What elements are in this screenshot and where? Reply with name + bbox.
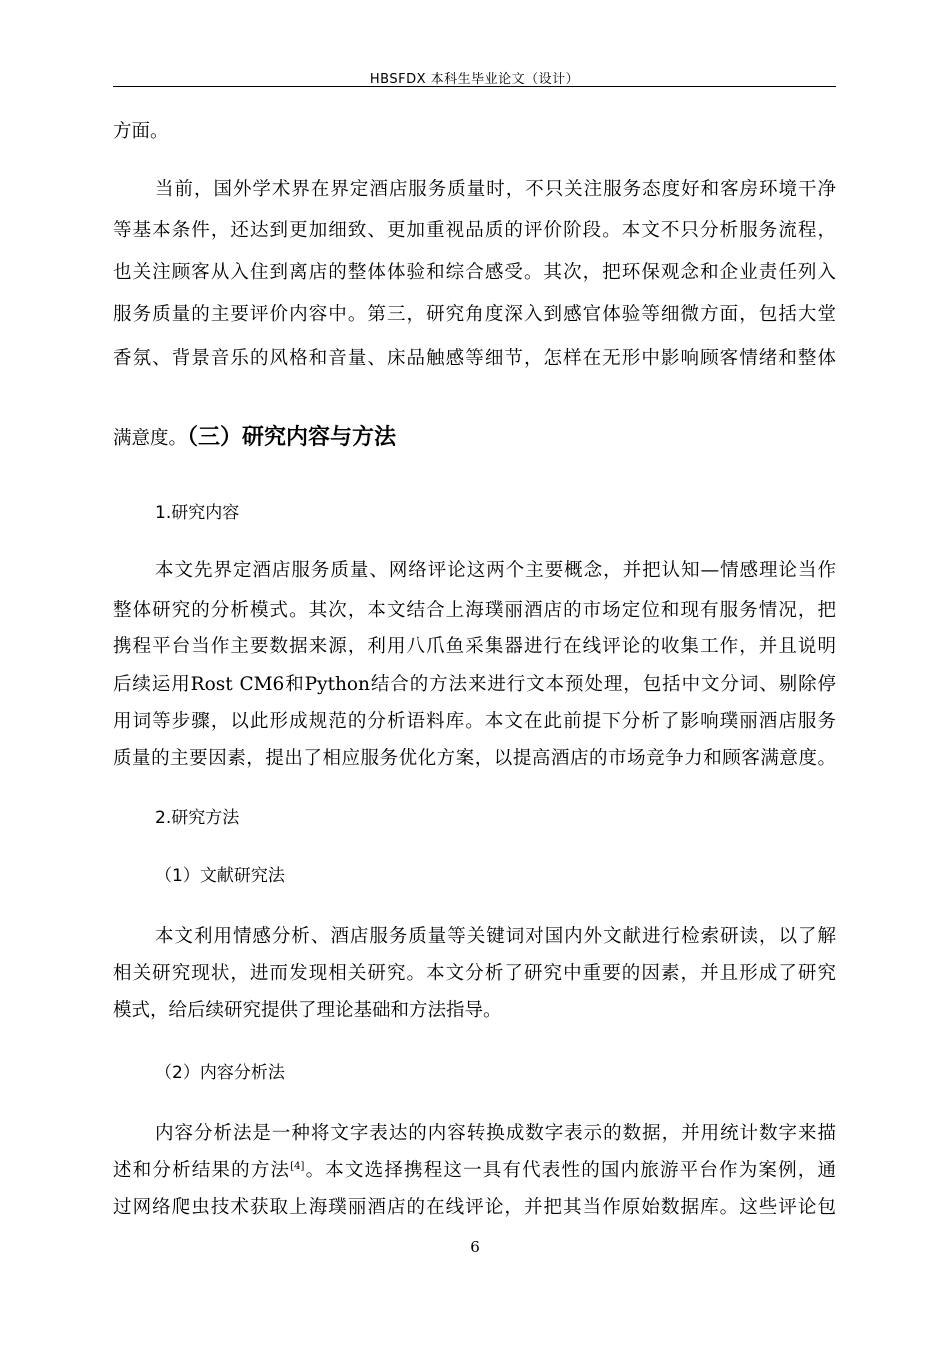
paragraph-line: 相关研究现状，进而发现相关研究。本文分析了研究中重要的因素，并且形成了研究 (113, 963, 836, 984)
paragraph-line: 整体研究的分析模式。其次，本文结合上海璞丽酒店的市场定位和现有服务情况，把 (113, 600, 836, 621)
subsubsection-heading: （2）内容分析法 (155, 1063, 285, 1083)
paragraph-line: 携程平台当作主要数据来源，利用八爪鱼采集器进行在线评论的收集工作，并且说明 (113, 636, 836, 657)
paragraph-line: 模式，给后续研究提供了理论基础和方法指导。 (113, 1000, 502, 1021)
page-number: 6 (470, 1238, 480, 1256)
citation-text: 述和分析结果的方法 (113, 1160, 291, 1181)
header-rule (113, 86, 836, 87)
paragraph-line: 本文先界定酒店服务质量、网络评论这两个主要概念，并把认知—情感理论当作 (155, 560, 836, 581)
citation-ref: [4] (290, 1160, 305, 1172)
running-header: HBSFDX 本科生毕业论文（设计） (369, 72, 580, 87)
subsection-heading: 2.研究方法 (155, 808, 240, 828)
paragraph-line: 用词等步骤，以此形成规范的分析语料库。本文在此前提下分析了影响璞丽酒店服务 (113, 711, 836, 732)
subsection-heading: 1.研究内容 (155, 503, 240, 523)
paragraph-continuation: 方面。 (113, 121, 169, 142)
paragraph-line: 也关注顾客从入住到离店的整体体验和综合感受。其次，把环保观念和企业责任列入 (113, 262, 836, 283)
paragraph-line: 质量的主要因素，提出了相应服务优化方案，以提高酒店的市场竞争力和顾客满意度。 (113, 748, 836, 769)
paragraph-line: 当前，国外学术界在界定酒店服务质量时，不只关注服务态度好和客房环境干净 (155, 179, 836, 200)
paragraph-line-with-citation (113, 1156, 836, 1182)
section-heading: （三）研究内容与方法 (187, 425, 397, 450)
subsubsection-heading: （1）文献研究法 (155, 866, 285, 886)
paragraph-line: 服务质量的主要评价内容中。第三，研究角度深入到感官体验等细微方面，包括大堂 (113, 304, 836, 325)
citation-text-continued: 。本文选择携程这一具有代表性的国内旅游平台作为案例，通 (304, 1160, 836, 1181)
paragraph-end: 满意度。 (113, 428, 188, 449)
paragraph-line: 内容分析法是一种将文字表达的内容转换成数字表示的数据，并用统计数字来描 (155, 1123, 836, 1144)
paragraph-line: 后续运用Rost CM6和Python结合的方法来进行文本预处理，包括中文分词、剔除停 (113, 674, 836, 695)
paragraph-line: 过网络爬虫技术获取上海璞丽酒店的在线评论，并把其当作原始数据库。这些评论包 (113, 1197, 836, 1218)
heading-line (113, 420, 836, 451)
paragraph-line: 等基本条件，还达到更加细致、更加重视品质的评价阶段。本文不只分析服务流程， (113, 220, 836, 241)
paragraph-line: 香氛、背景音乐的风格和音量、床品触感等细节，怎样在无形中影响顾客情绪和整体 (113, 348, 836, 369)
paragraph-line: 本文利用情感分析、酒店服务质量等关键词对国内外文献进行检索研读，以了解 (155, 926, 836, 947)
